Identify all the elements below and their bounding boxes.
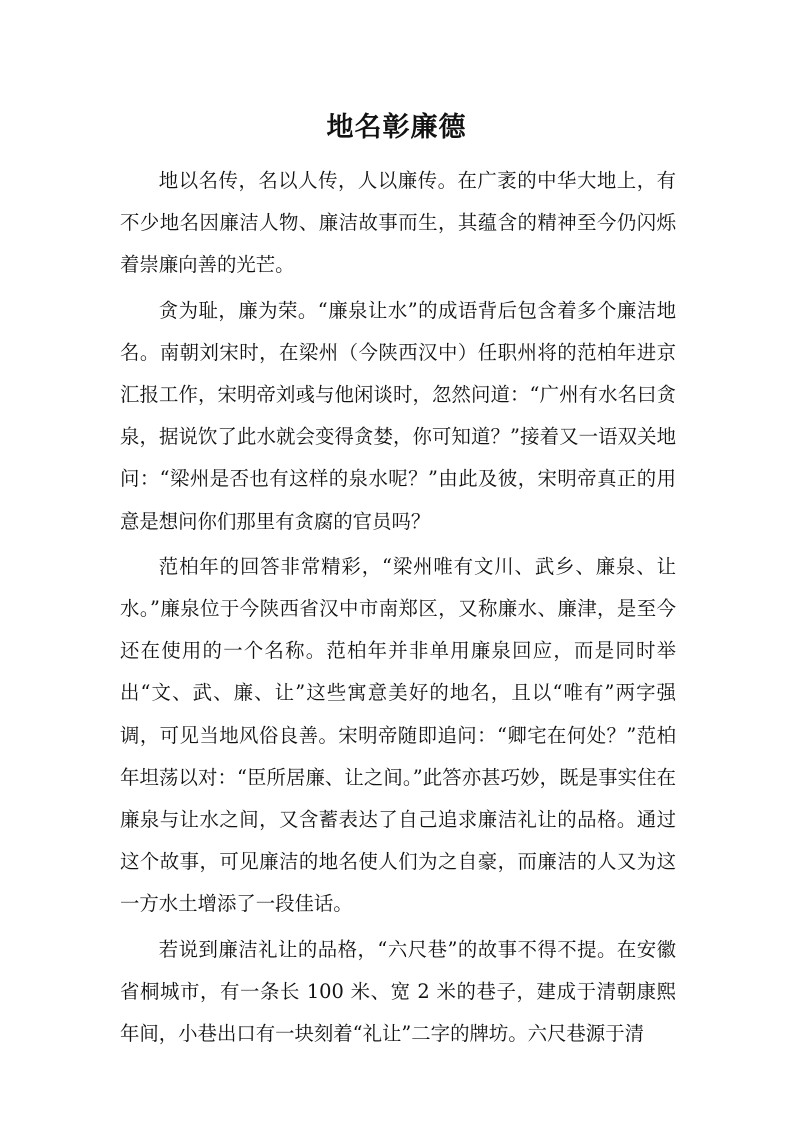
paragraph-fan-bainian-answer: 范柏年的回答非常精彩，“梁州唯有文川、武乡、廉泉、让水。”廉泉位于今陕西省汉中市南郑区，又称廉水、廉津，是至今还在使用的一个名称。范柏年并非单用廉泉回应，而是同时举出“文、武、廉、让”这些寓意美好的地名，且以“唯有”两字强调，可见当地风俗良善。宋明帝随即追问：“卿宅在何处？”范柏年坦荡以对：“臣所居廉、让之间。”此答亦甚巧妙，既是事实住在廉泉与让水之间，又含蓄表达了自己追求廉洁礼让的品格。通过这个故事，可见廉洁的地名使人们为之自豪，而廉洁的人又为这一方水土增添了一段佳话。	[120, 554, 676, 916]
article-body	[120, 160, 676, 1058]
paragraph-lianquan-story: 贪为耻，廉为荣。“廉泉让水”的成语背后包含着多个廉洁地名。南朝刘宋时，在梁州（今陕西汉中）任职州将的范柏年进京汇报工作，宋明帝刘彧与他闲谈时，忽然问道：“广州有水名曰贪泉，据说饮了此水就会变得贪婪，你可知道？”接着又一语双关地问：“梁州是否也有这样的泉水呢？”由此及彼，宋明帝真正的用意是想问你们那里有贪腐的官员吗？	[120, 298, 676, 533]
paragraph-intro: 地以名传，名以人传，人以廉传。在广袤的中华大地上，有不少地名因廉洁人物、廉洁故事而生，其蕴含的精神至今仍闪烁着崇廉向善的光芒。	[120, 169, 676, 277]
paragraph-liuchi-lane: 若说到廉洁礼让的品格，“六尺巷”的故事不得不提。在安徽省桐城市，有一条长 100 米、宽 2 米的巷子，建成于清朝康熙年间，小巷出口有一块刻着“礼让”二字的牌坊。六尺巷源于清	[120, 937, 676, 1046]
page-title: 地名彰廉德	[326, 112, 467, 143]
